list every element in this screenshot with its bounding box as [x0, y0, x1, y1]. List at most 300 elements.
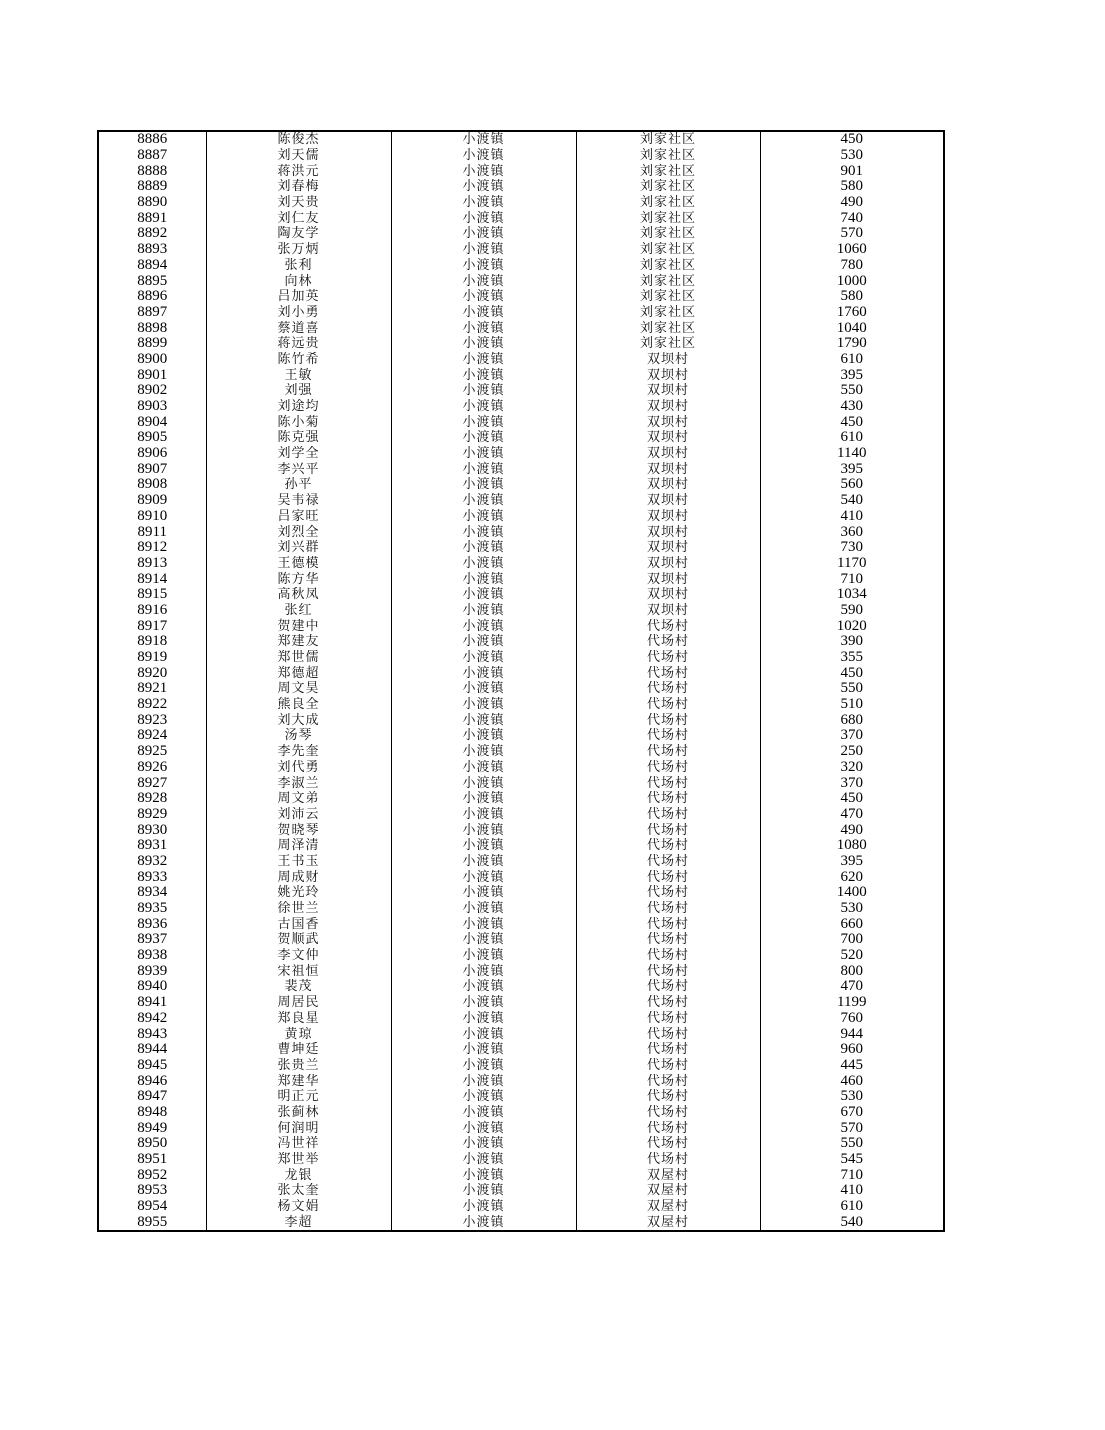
name-cell: 李淑兰 [206, 775, 391, 791]
row-id-cell: 8920 [98, 665, 206, 681]
name-cell: 吴韦禄 [206, 493, 391, 509]
name-cell: 汤琴 [206, 728, 391, 744]
town-cell: 小渡镇 [391, 556, 576, 572]
amount-cell: 550 [760, 383, 944, 399]
amount-cell: 1080 [760, 838, 944, 854]
village-cell: 代场村 [576, 760, 760, 776]
table-row [98, 1042, 944, 1058]
village-cell: 代场村 [576, 932, 760, 948]
name-cell: 刘强 [206, 383, 391, 399]
row-id-cell: 8942 [98, 1011, 206, 1027]
name-cell: 古国香 [206, 916, 391, 932]
name-cell: 周文弟 [206, 791, 391, 807]
town-cell: 小渡镇 [391, 195, 576, 211]
row-id-cell: 8940 [98, 979, 206, 995]
row-id-cell: 8925 [98, 744, 206, 760]
village-cell: 代场村 [576, 744, 760, 760]
name-cell: 刘烈全 [206, 524, 391, 540]
town-cell: 小渡镇 [391, 1042, 576, 1058]
table-row [98, 131, 944, 148]
row-id-cell: 8945 [98, 1058, 206, 1074]
town-cell: 小渡镇 [391, 163, 576, 179]
name-cell: 郑建华 [206, 1073, 391, 1089]
table-row [98, 822, 944, 838]
village-cell: 代场村 [576, 1026, 760, 1042]
village-cell: 双坝村 [576, 430, 760, 446]
table-row [98, 854, 944, 870]
row-id-cell: 8903 [98, 399, 206, 415]
row-id-cell: 8943 [98, 1026, 206, 1042]
town-cell: 小渡镇 [391, 681, 576, 697]
name-cell: 周居民 [206, 995, 391, 1011]
village-cell: 双坝村 [576, 509, 760, 525]
table-row [98, 1026, 944, 1042]
name-cell: 蒋洪元 [206, 163, 391, 179]
village-cell: 代场村 [576, 728, 760, 744]
name-cell: 徐世兰 [206, 901, 391, 917]
amount-cell: 530 [760, 148, 944, 164]
table-row [98, 509, 944, 525]
town-cell: 小渡镇 [391, 1073, 576, 1089]
town-cell: 小渡镇 [391, 916, 576, 932]
village-cell: 刘家社区 [576, 320, 760, 336]
name-cell: 宋祖恒 [206, 963, 391, 979]
town-cell: 小渡镇 [391, 822, 576, 838]
village-cell: 刘家社区 [576, 195, 760, 211]
town-cell: 小渡镇 [391, 932, 576, 948]
name-cell: 王敏 [206, 367, 391, 383]
village-cell: 双坝村 [576, 383, 760, 399]
row-id-cell: 8954 [98, 1199, 206, 1215]
name-cell: 蒋远贵 [206, 336, 391, 352]
amount-cell: 780 [760, 258, 944, 274]
town-cell: 小渡镇 [391, 242, 576, 258]
village-cell: 刘家社区 [576, 242, 760, 258]
village-cell: 双坝村 [576, 493, 760, 509]
amount-cell: 620 [760, 869, 944, 885]
row-id-cell: 8913 [98, 556, 206, 572]
village-cell: 刘家社区 [576, 226, 760, 242]
table-row [98, 634, 944, 650]
table-row [98, 1011, 944, 1027]
town-cell: 小渡镇 [391, 352, 576, 368]
amount-cell: 450 [760, 791, 944, 807]
row-id-cell: 8915 [98, 587, 206, 603]
name-cell: 贺建中 [206, 618, 391, 634]
town-cell: 小渡镇 [391, 650, 576, 666]
row-id-cell: 8933 [98, 869, 206, 885]
table-row [98, 446, 944, 462]
town-cell: 小渡镇 [391, 430, 576, 446]
name-cell: 裴茂 [206, 979, 391, 995]
row-id-cell: 8900 [98, 352, 206, 368]
table-row [98, 273, 944, 289]
town-cell: 小渡镇 [391, 258, 576, 274]
town-cell: 小渡镇 [391, 493, 576, 509]
row-id-cell: 8907 [98, 461, 206, 477]
name-cell: 陈克强 [206, 430, 391, 446]
town-cell: 小渡镇 [391, 336, 576, 352]
village-cell: 代场村 [576, 885, 760, 901]
town-cell: 小渡镇 [391, 587, 576, 603]
table-row [98, 775, 944, 791]
table-row [98, 979, 944, 995]
table-row [98, 1120, 944, 1136]
amount-cell: 545 [760, 1152, 944, 1168]
table-row [98, 901, 944, 917]
row-id-cell: 8932 [98, 854, 206, 870]
name-cell: 刘代勇 [206, 760, 391, 776]
amount-cell: 901 [760, 163, 944, 179]
town-cell: 小渡镇 [391, 131, 576, 148]
name-cell: 熊良全 [206, 697, 391, 713]
table-row [98, 728, 944, 744]
village-cell: 代场村 [576, 618, 760, 634]
table-row [98, 352, 944, 368]
name-cell: 刘小勇 [206, 305, 391, 321]
amount-cell: 355 [760, 650, 944, 666]
name-cell: 陈俊杰 [206, 131, 391, 148]
table-row [98, 195, 944, 211]
amount-cell: 1040 [760, 320, 944, 336]
town-cell: 小渡镇 [391, 383, 576, 399]
amount-cell: 550 [760, 681, 944, 697]
name-cell: 吕家旺 [206, 509, 391, 525]
amount-cell: 460 [760, 1073, 944, 1089]
village-cell: 代场村 [576, 901, 760, 917]
table-row [98, 665, 944, 681]
row-id-cell: 8930 [98, 822, 206, 838]
row-id-cell: 8894 [98, 258, 206, 274]
row-id-cell: 8897 [98, 305, 206, 321]
name-cell: 张万炳 [206, 242, 391, 258]
village-cell: 刘家社区 [576, 179, 760, 195]
amount-cell: 510 [760, 697, 944, 713]
village-cell: 刘家社区 [576, 289, 760, 305]
row-id-cell: 8899 [98, 336, 206, 352]
town-cell: 小渡镇 [391, 414, 576, 430]
table-row [98, 869, 944, 885]
town-cell: 小渡镇 [391, 179, 576, 195]
row-id-cell: 8890 [98, 195, 206, 211]
town-cell: 小渡镇 [391, 1105, 576, 1121]
town-cell: 小渡镇 [391, 634, 576, 650]
table-row [98, 242, 944, 258]
name-cell: 张红 [206, 603, 391, 619]
name-cell: 龙银 [206, 1167, 391, 1183]
village-cell: 代场村 [576, 697, 760, 713]
village-cell: 双坝村 [576, 399, 760, 415]
row-id-cell: 8901 [98, 367, 206, 383]
town-cell: 小渡镇 [391, 869, 576, 885]
table-row [98, 1183, 944, 1199]
amount-cell: 430 [760, 399, 944, 415]
row-id-cell: 8947 [98, 1089, 206, 1105]
table-row [98, 320, 944, 336]
village-cell: 双坝村 [576, 446, 760, 462]
amount-cell: 580 [760, 289, 944, 305]
table-row [98, 524, 944, 540]
row-id-cell: 8908 [98, 477, 206, 493]
town-cell: 小渡镇 [391, 948, 576, 964]
amount-cell: 395 [760, 461, 944, 477]
village-cell: 代场村 [576, 854, 760, 870]
town-cell: 小渡镇 [391, 367, 576, 383]
name-cell: 王德模 [206, 556, 391, 572]
name-cell: 李文仲 [206, 948, 391, 964]
amount-cell: 760 [760, 1011, 944, 1027]
row-id-cell: 8906 [98, 446, 206, 462]
village-cell: 双坝村 [576, 540, 760, 556]
town-cell: 小渡镇 [391, 712, 576, 728]
table-row [98, 226, 944, 242]
table-row [98, 493, 944, 509]
table-row [98, 791, 944, 807]
row-id-cell: 8898 [98, 320, 206, 336]
row-id-cell: 8934 [98, 885, 206, 901]
village-cell: 双坝村 [576, 477, 760, 493]
table-row [98, 148, 944, 164]
name-cell: 刘学全 [206, 446, 391, 462]
table-row [98, 697, 944, 713]
table-row [98, 210, 944, 226]
table-row [98, 1058, 944, 1074]
name-cell: 郑世举 [206, 1152, 391, 1168]
amount-cell: 450 [760, 414, 944, 430]
amount-cell: 610 [760, 1199, 944, 1215]
name-cell: 刘沛云 [206, 807, 391, 823]
village-cell: 刘家社区 [576, 305, 760, 321]
town-cell: 小渡镇 [391, 744, 576, 760]
name-cell: 张利 [206, 258, 391, 274]
table-row [98, 414, 944, 430]
row-id-cell: 8887 [98, 148, 206, 164]
village-cell: 代场村 [576, 948, 760, 964]
row-id-cell: 8950 [98, 1136, 206, 1152]
town-cell: 小渡镇 [391, 1026, 576, 1042]
row-id-cell: 8953 [98, 1183, 206, 1199]
table-row [98, 885, 944, 901]
village-cell: 刘家社区 [576, 273, 760, 289]
town-cell: 小渡镇 [391, 1089, 576, 1105]
table-row [98, 571, 944, 587]
table-row [98, 179, 944, 195]
amount-cell: 670 [760, 1105, 944, 1121]
name-cell: 贺晓琴 [206, 822, 391, 838]
amount-cell: 610 [760, 352, 944, 368]
town-cell: 小渡镇 [391, 305, 576, 321]
village-cell: 代场村 [576, 869, 760, 885]
row-id-cell: 8904 [98, 414, 206, 430]
amount-cell: 320 [760, 760, 944, 776]
amount-cell: 250 [760, 744, 944, 760]
village-cell: 代场村 [576, 979, 760, 995]
name-cell: 王书玉 [206, 854, 391, 870]
table-row [98, 289, 944, 305]
village-cell: 双坝村 [576, 414, 760, 430]
amount-cell: 660 [760, 916, 944, 932]
amount-cell: 740 [760, 210, 944, 226]
town-cell: 小渡镇 [391, 289, 576, 305]
village-cell: 双坝村 [576, 352, 760, 368]
name-cell: 姚光玲 [206, 885, 391, 901]
row-id-cell: 8929 [98, 807, 206, 823]
village-cell: 代场村 [576, 1136, 760, 1152]
name-cell: 郑世儒 [206, 650, 391, 666]
amount-cell: 800 [760, 963, 944, 979]
village-cell: 刘家社区 [576, 131, 760, 148]
village-cell: 双坝村 [576, 556, 760, 572]
town-cell: 小渡镇 [391, 1183, 576, 1199]
amount-cell: 1790 [760, 336, 944, 352]
village-cell: 代场村 [576, 665, 760, 681]
amount-cell: 395 [760, 854, 944, 870]
row-id-cell: 8935 [98, 901, 206, 917]
row-id-cell: 8926 [98, 760, 206, 776]
name-cell: 蔡道喜 [206, 320, 391, 336]
town-cell: 小渡镇 [391, 477, 576, 493]
name-cell: 何润明 [206, 1120, 391, 1136]
table-row [98, 995, 944, 1011]
town-cell: 小渡镇 [391, 1152, 576, 1168]
amount-cell: 1199 [760, 995, 944, 1011]
town-cell: 小渡镇 [391, 446, 576, 462]
name-cell: 郑德超 [206, 665, 391, 681]
town-cell: 小渡镇 [391, 524, 576, 540]
village-cell: 双屋村 [576, 1199, 760, 1215]
row-id-cell: 8931 [98, 838, 206, 854]
table-row [98, 1136, 944, 1152]
town-cell: 小渡镇 [391, 1120, 576, 1136]
village-cell: 代场村 [576, 791, 760, 807]
name-cell: 高秋凤 [206, 587, 391, 603]
name-cell: 李兴平 [206, 461, 391, 477]
row-id-cell: 8948 [98, 1105, 206, 1121]
amount-cell: 570 [760, 1120, 944, 1136]
table-row [98, 383, 944, 399]
table-row [98, 618, 944, 634]
name-cell: 陈竹希 [206, 352, 391, 368]
row-id-cell: 8921 [98, 681, 206, 697]
name-cell: 杨文娟 [206, 1199, 391, 1215]
town-cell: 小渡镇 [391, 854, 576, 870]
village-cell: 代场村 [576, 775, 760, 791]
village-cell: 双屋村 [576, 1167, 760, 1183]
table-row [98, 540, 944, 556]
village-cell: 代场村 [576, 712, 760, 728]
row-id-cell: 8927 [98, 775, 206, 791]
row-id-cell: 8889 [98, 179, 206, 195]
amount-cell: 960 [760, 1042, 944, 1058]
table-row [98, 430, 944, 446]
row-id-cell: 8949 [98, 1120, 206, 1136]
amount-cell: 530 [760, 1089, 944, 1105]
amount-cell: 470 [760, 807, 944, 823]
town-cell: 小渡镇 [391, 461, 576, 477]
amount-cell: 1020 [760, 618, 944, 634]
table-body [98, 131, 944, 1231]
name-cell: 陈方华 [206, 571, 391, 587]
village-cell: 双坝村 [576, 461, 760, 477]
village-cell: 刘家社区 [576, 163, 760, 179]
amount-cell: 370 [760, 775, 944, 791]
amount-cell: 580 [760, 179, 944, 195]
name-cell: 刘春梅 [206, 179, 391, 195]
row-id-cell: 8922 [98, 697, 206, 713]
name-cell: 吕加英 [206, 289, 391, 305]
name-cell: 贺顺武 [206, 932, 391, 948]
amount-cell: 410 [760, 509, 944, 525]
village-cell: 代场村 [576, 1120, 760, 1136]
village-cell: 双坝村 [576, 603, 760, 619]
name-cell: 刘天儒 [206, 148, 391, 164]
table-row [98, 744, 944, 760]
village-cell: 刘家社区 [576, 148, 760, 164]
amount-cell: 610 [760, 430, 944, 446]
name-cell: 孙平 [206, 477, 391, 493]
town-cell: 小渡镇 [391, 571, 576, 587]
village-cell: 刘家社区 [576, 210, 760, 226]
row-id-cell: 8919 [98, 650, 206, 666]
village-cell: 代场村 [576, 838, 760, 854]
row-id-cell: 8928 [98, 791, 206, 807]
town-cell: 小渡镇 [391, 509, 576, 525]
name-cell: 郑建友 [206, 634, 391, 650]
town-cell: 小渡镇 [391, 979, 576, 995]
table-row [98, 477, 944, 493]
row-id-cell: 8923 [98, 712, 206, 728]
village-cell: 双屋村 [576, 1214, 760, 1231]
row-id-cell: 8910 [98, 509, 206, 525]
table-row [98, 760, 944, 776]
table-row [98, 963, 944, 979]
name-cell: 曹坤廷 [206, 1042, 391, 1058]
amount-cell: 530 [760, 901, 944, 917]
amount-cell: 700 [760, 932, 944, 948]
name-cell: 陈小菊 [206, 414, 391, 430]
name-cell: 冯世祥 [206, 1136, 391, 1152]
amount-cell: 540 [760, 1214, 944, 1231]
row-id-cell: 8941 [98, 995, 206, 1011]
town-cell: 小渡镇 [391, 1167, 576, 1183]
town-cell: 小渡镇 [391, 603, 576, 619]
town-cell: 小渡镇 [391, 399, 576, 415]
table-row [98, 916, 944, 932]
amount-cell: 370 [760, 728, 944, 744]
name-cell: 张太奎 [206, 1183, 391, 1199]
table-row [98, 1073, 944, 1089]
village-cell: 代场村 [576, 650, 760, 666]
town-cell: 小渡镇 [391, 1136, 576, 1152]
row-id-cell: 8946 [98, 1073, 206, 1089]
name-cell: 刘大成 [206, 712, 391, 728]
table-row [98, 948, 944, 964]
village-cell: 代场村 [576, 681, 760, 697]
table-row [98, 1105, 944, 1121]
village-cell: 刘家社区 [576, 336, 760, 352]
village-cell: 双坝村 [576, 367, 760, 383]
town-cell: 小渡镇 [391, 320, 576, 336]
amount-cell: 520 [760, 948, 944, 964]
row-id-cell: 8938 [98, 948, 206, 964]
row-id-cell: 8886 [98, 131, 206, 148]
village-cell: 刘家社区 [576, 258, 760, 274]
town-cell: 小渡镇 [391, 226, 576, 242]
row-id-cell: 8912 [98, 540, 206, 556]
row-id-cell: 8937 [98, 932, 206, 948]
row-id-cell: 8891 [98, 210, 206, 226]
table-row [98, 1152, 944, 1168]
